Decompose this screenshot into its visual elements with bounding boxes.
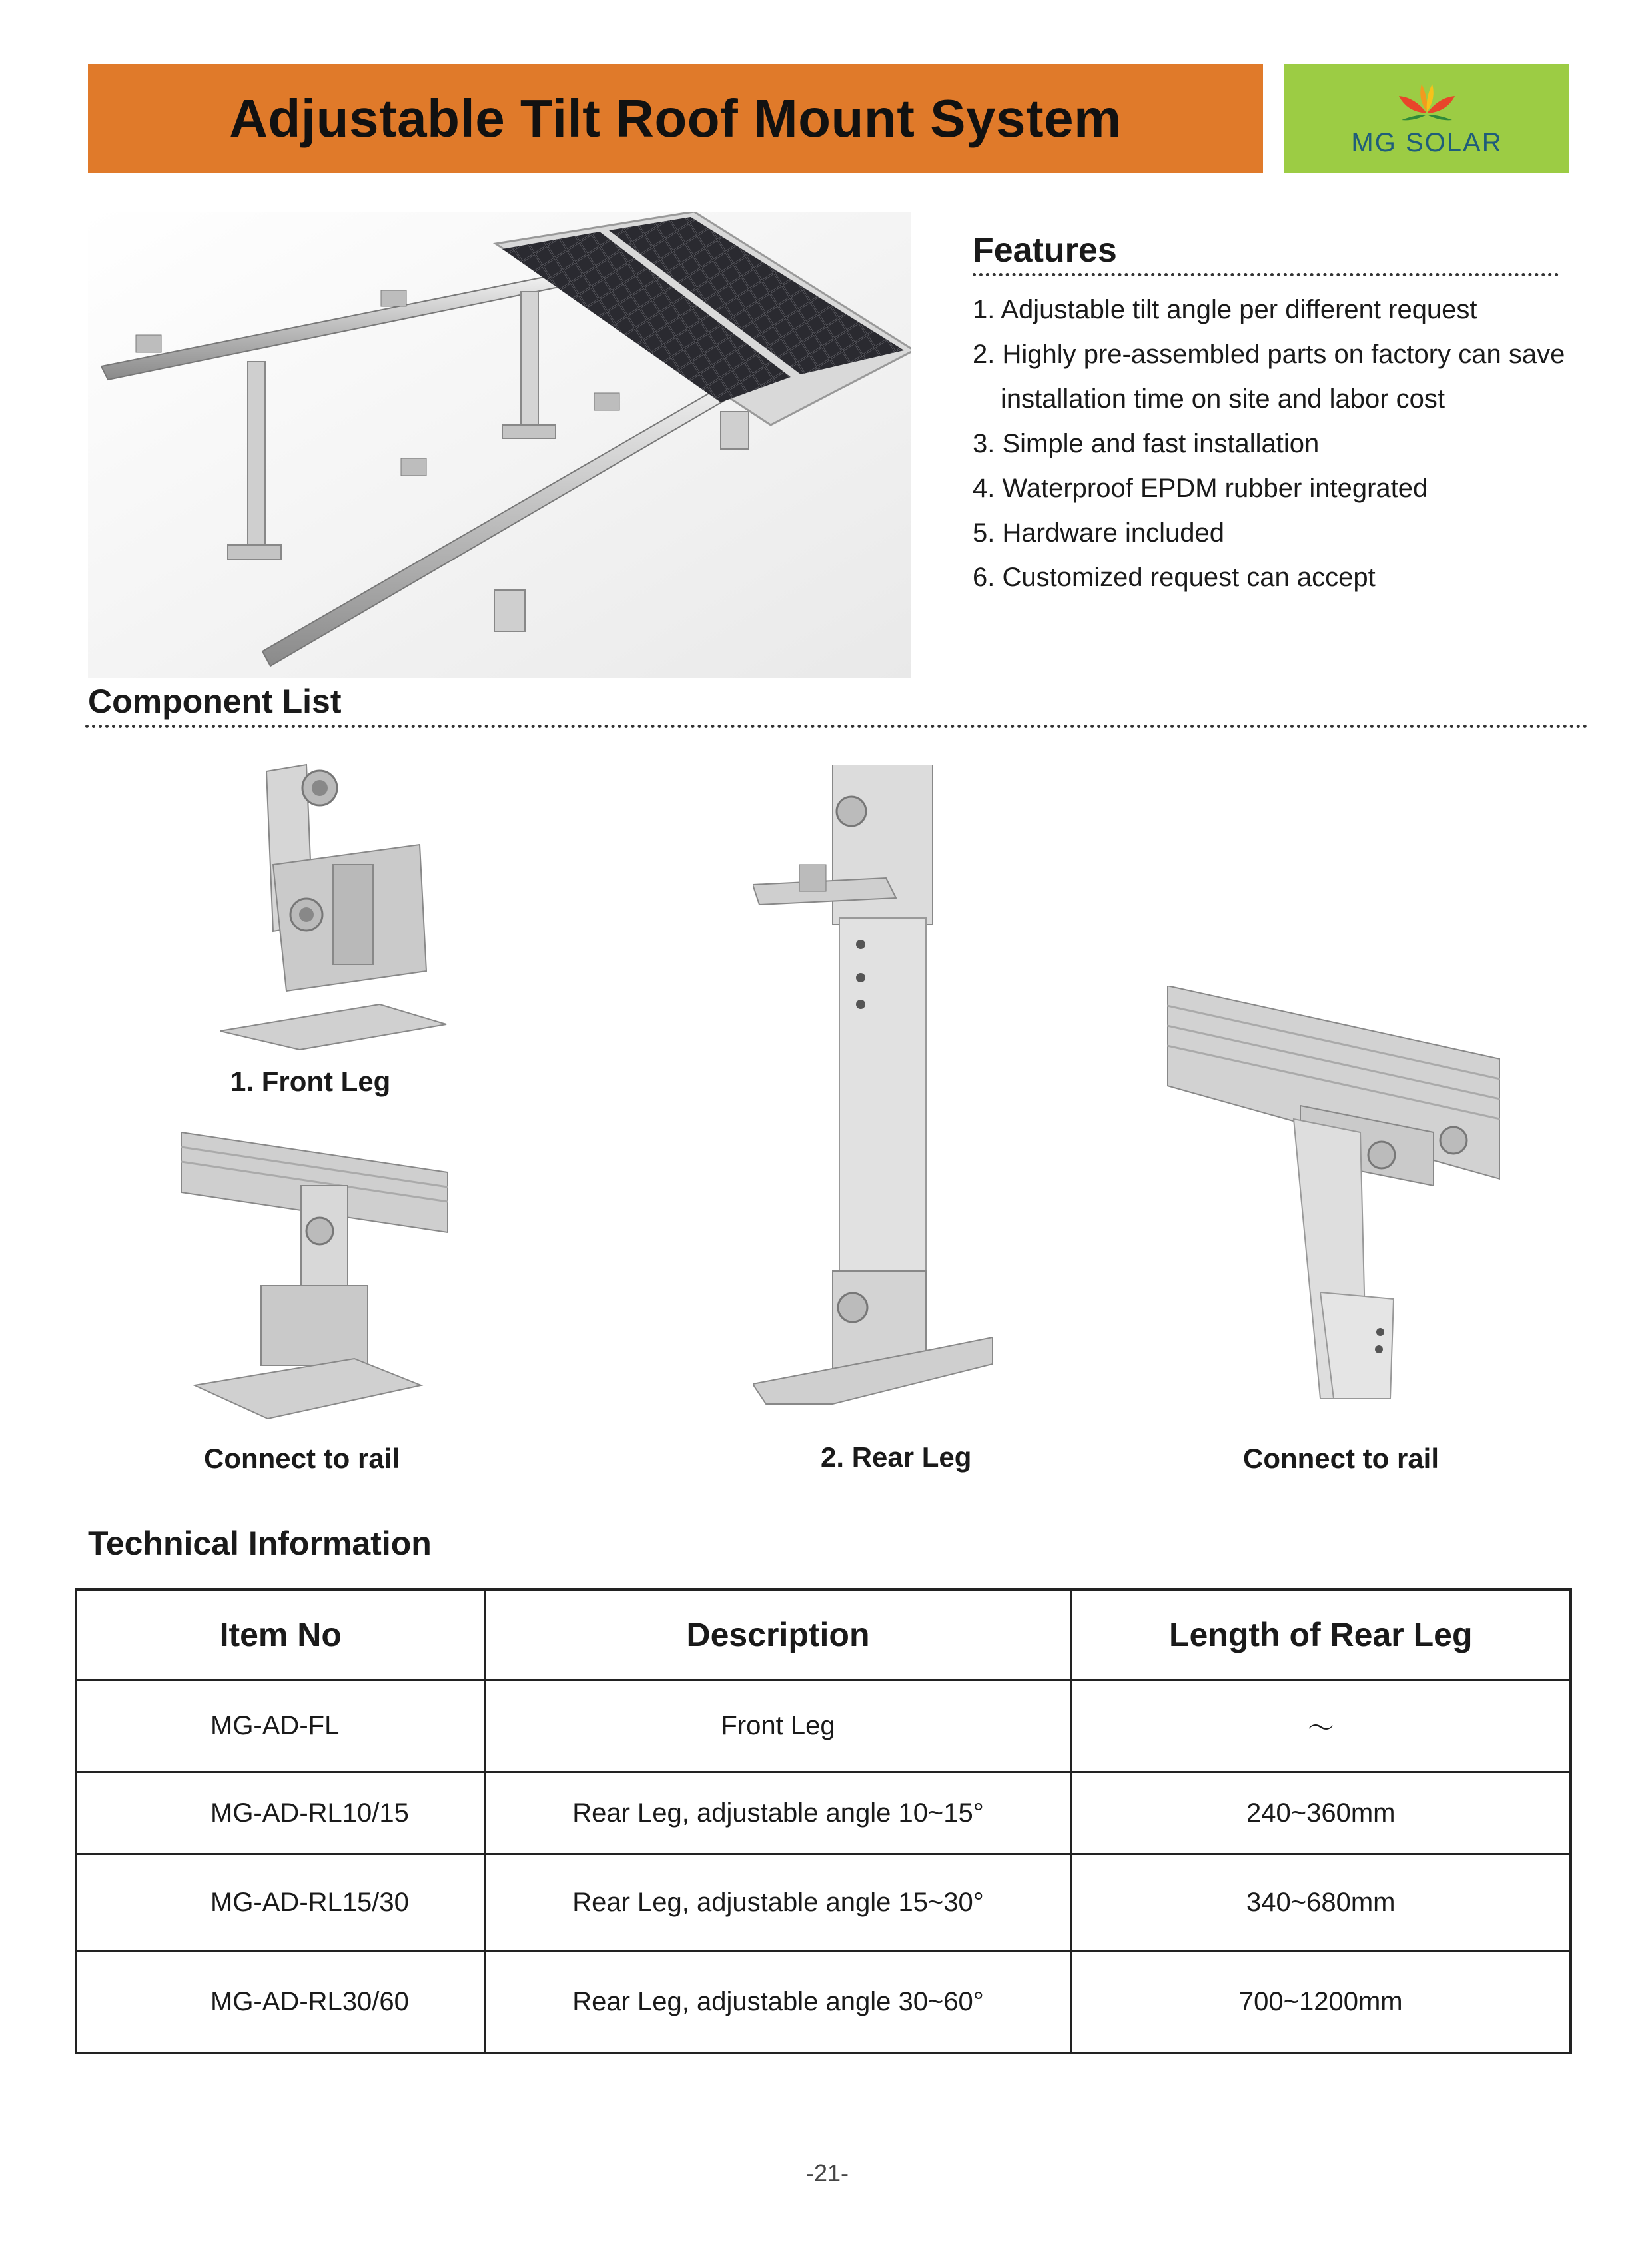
rear-leg-caption: 2. Rear Leg (821, 1441, 972, 1473)
cell-item-no: MG-AD-RL15/30 (76, 1854, 485, 1951)
technical-information-heading: Technical Information (88, 1525, 432, 1562)
mg-solar-logo (1284, 64, 1569, 173)
cell-item-no: MG-AD-FL (76, 1680, 485, 1772)
feature-item: 5. Hardware included (973, 518, 1224, 548)
front-leg-caption: 1. Front Leg (230, 1066, 391, 1097)
table-row (76, 1680, 1571, 1772)
feature-item: 2. Highly pre-assembled parts on factory can save (973, 340, 1565, 369)
sun-leaf-logo-icon (1387, 80, 1467, 127)
hero-mount-illustration (88, 212, 911, 678)
table-row (76, 1854, 1571, 1951)
rear-leg-illustration (753, 765, 993, 1417)
cell-length: 240~360mm (1071, 1772, 1571, 1854)
features-list (973, 288, 1565, 600)
column-header-description: Description (485, 1589, 1071, 1680)
column-header-item-no: Item No (76, 1589, 485, 1680)
feature-item: installation time on site and labor cost (1001, 384, 1446, 414)
table-row (76, 1951, 1571, 2054)
features-divider (973, 273, 1559, 276)
component-divider (85, 725, 1588, 728)
page-number: -21- (806, 2159, 849, 2187)
title-bar (88, 64, 1263, 173)
table-row (76, 1772, 1571, 1854)
front-leg-illustration (220, 751, 460, 1051)
cell-description: Front Leg (485, 1680, 1071, 1772)
feature-item: 1. Adjustable tilt angle per different request (973, 295, 1477, 324)
feature-item: 4. Waterproof EPDM rubber integrated (973, 474, 1428, 503)
cell-item-no: MG-AD-RL30/60 (76, 1951, 485, 2054)
logo-text: MG SOLAR (1351, 127, 1503, 157)
cell-description: Rear Leg, adjustable angle 15~30° (485, 1854, 1071, 1951)
feature-item: 6. Customized request can accept (973, 563, 1376, 592)
cell-length: 700~1200mm (1071, 1951, 1571, 2054)
features-heading: Features (973, 231, 1117, 270)
table-header-row (76, 1589, 1571, 1680)
technical-table (75, 1588, 1572, 2054)
page-title: Adjustable Tilt Roof Mount System (229, 89, 1122, 148)
rail-connection-left-illustration (181, 1132, 461, 1425)
cell-description: Rear Leg, adjustable angle 10~15° (485, 1772, 1071, 1854)
cell-length: ～ (1071, 1680, 1571, 1772)
component-list-heading: Component List (88, 683, 342, 720)
connect-rail-right-caption: Connect to rail (1243, 1443, 1440, 1474)
cell-length: 340~680mm (1071, 1854, 1571, 1951)
cell-description: Rear Leg, adjustable angle 30~60° (485, 1951, 1071, 2054)
rail-connection-right-illustration (1167, 986, 1500, 1412)
cell-item-no: MG-AD-RL10/15 (76, 1772, 485, 1854)
column-header-length: Length of Rear Leg (1071, 1589, 1571, 1680)
feature-item: 3. Simple and fast installation (973, 429, 1320, 458)
connect-rail-left-caption: Connect to rail (204, 1443, 400, 1474)
